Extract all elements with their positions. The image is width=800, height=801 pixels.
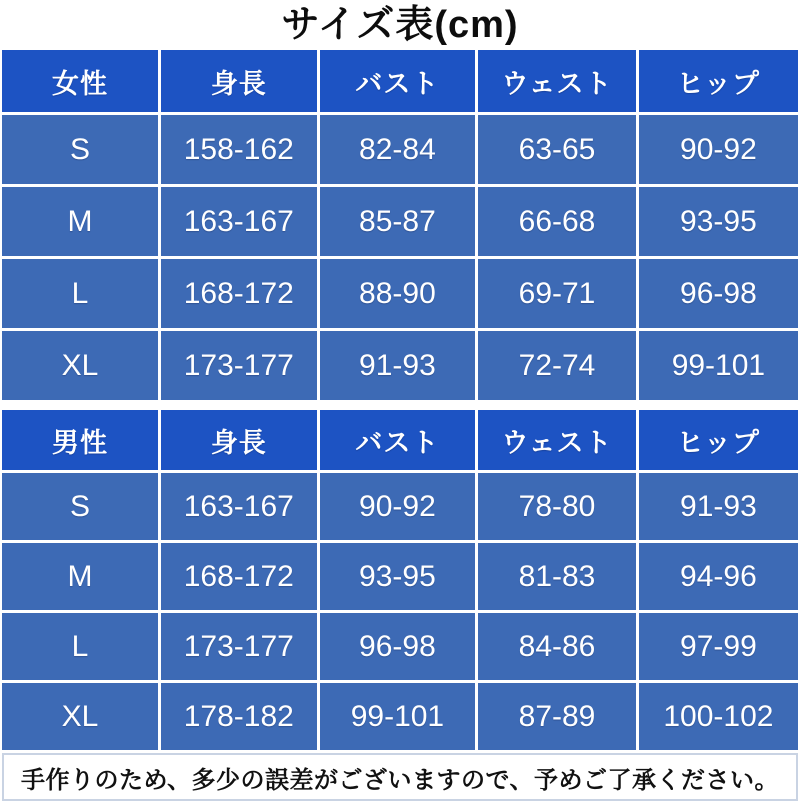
table-cell: 69-71 xyxy=(478,259,636,328)
column-header-men: 男性 xyxy=(2,410,158,470)
table-cell: 84-86 xyxy=(478,613,636,680)
table-cell: 85-87 xyxy=(320,187,476,256)
table-cell: 81-83 xyxy=(478,543,636,610)
size-label-cell: L xyxy=(2,259,158,328)
table-cell: 90-92 xyxy=(639,115,798,184)
table-cell: 63-65 xyxy=(478,115,636,184)
table-cell: 91-93 xyxy=(320,331,476,400)
size-label-cell: M xyxy=(2,543,158,610)
table-cell: 87-89 xyxy=(478,683,636,750)
column-header-hip: ヒップ xyxy=(639,410,798,470)
table-cell: 72-74 xyxy=(478,331,636,400)
table-cell: 96-98 xyxy=(320,613,476,680)
column-header-women: 女性 xyxy=(2,50,158,112)
column-header-hip: ヒップ xyxy=(639,50,798,112)
table-cell: 91-93 xyxy=(639,473,798,540)
table-cell: 88-90 xyxy=(320,259,476,328)
size-label-cell: L xyxy=(2,613,158,680)
column-header-waist: ウェスト xyxy=(478,410,636,470)
size-label-cell: M xyxy=(2,187,158,256)
table-cell: 66-68 xyxy=(478,187,636,256)
column-header-bust: バスト xyxy=(320,410,476,470)
table-cell: 178-182 xyxy=(161,683,317,750)
size-label-cell: S xyxy=(2,115,158,184)
column-header-waist: ウェスト xyxy=(478,50,636,112)
table-cell: 99-101 xyxy=(320,683,476,750)
men-size-table xyxy=(2,410,798,750)
table-cell: 173-177 xyxy=(161,331,317,400)
women-size-table xyxy=(2,50,798,400)
table-cell: 163-167 xyxy=(161,473,317,540)
footer-note: 手作りのため、多少の誤差がございますので、予めご了承ください。 xyxy=(2,753,798,801)
table-cell: 173-177 xyxy=(161,613,317,680)
page-title: サイズ表(cm) xyxy=(281,4,519,46)
table-cell: 96-98 xyxy=(639,259,798,328)
table-cell: 158-162 xyxy=(161,115,317,184)
table-cell: 93-95 xyxy=(639,187,798,256)
table-cell: 82-84 xyxy=(320,115,476,184)
column-header-bust: バスト xyxy=(320,50,476,112)
size-tables xyxy=(0,48,800,801)
table-cell: 93-95 xyxy=(320,543,476,610)
size-label-cell: XL xyxy=(2,331,158,400)
table-cell: 168-172 xyxy=(161,543,317,610)
table-cell: 90-92 xyxy=(320,473,476,540)
table-cell: 94-96 xyxy=(639,543,798,610)
size-label-cell: S xyxy=(2,473,158,540)
table-cell: 78-80 xyxy=(478,473,636,540)
column-header-height: 身長 xyxy=(161,410,317,470)
table-cell: 97-99 xyxy=(639,613,798,680)
column-header-height: 身長 xyxy=(161,50,317,112)
size-label-cell: XL xyxy=(2,683,158,750)
table-cell: 99-101 xyxy=(639,331,798,400)
table-cell: 163-167 xyxy=(161,187,317,256)
table-cell: 168-172 xyxy=(161,259,317,328)
table-cell: 100-102 xyxy=(639,683,798,750)
